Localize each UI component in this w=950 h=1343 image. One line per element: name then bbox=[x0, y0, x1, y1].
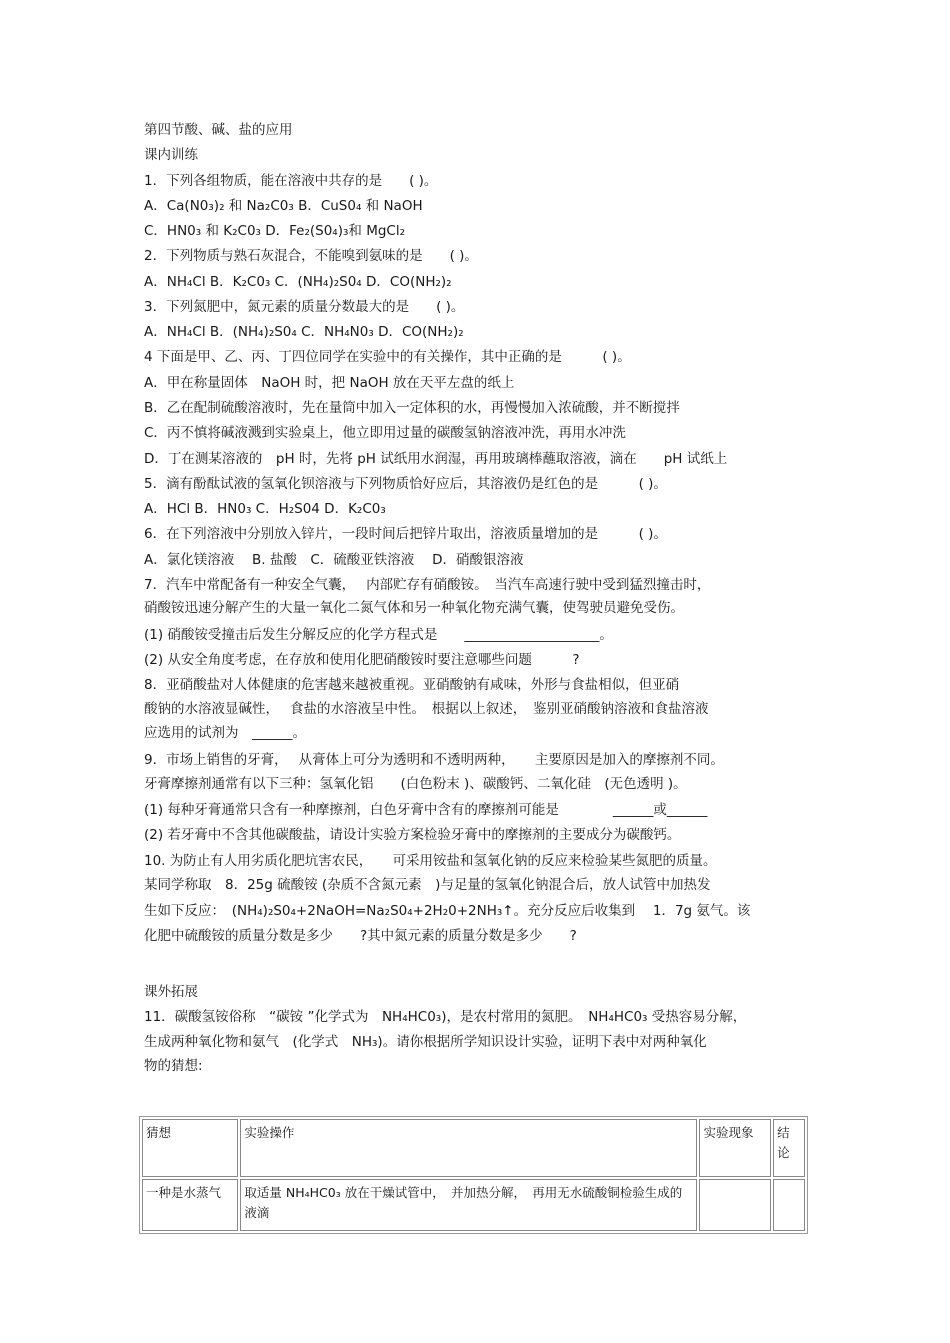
text-line: 生如下反应： (NH₄)₂S0₄+2NaOH=Na₂S0₄+2H₂0+2NH₃↑。充分反应后收集到 1．7g 氨气。该 bbox=[144, 903, 751, 919]
text-line: 生成两种氧化物和氨气 (化学式 NH₃)。请你根据所学知识设计实验，证明下表中对两种氧化 bbox=[144, 1034, 707, 1050]
text-line: (1) 每种牙膏通常只含有一种摩擦剂，白色牙膏中含有的摩擦剂可能是 ______或______ bbox=[144, 802, 708, 818]
text-line: 应选用的试剂为 ______。 bbox=[144, 725, 306, 741]
text-line: C．丙不慎将碱液溅到实验桌上，他立即用过量的碳酸氢钠溶液冲洗，再用水冲洗 bbox=[144, 425, 626, 441]
header-cell-guess: 猜想 bbox=[142, 1119, 238, 1177]
text-line: 3．下列氮肥中，氮元素的质量分数最大的是 ( )。 bbox=[144, 299, 465, 315]
text-line: 第四节酸、碱、盐的应用 bbox=[144, 122, 293, 138]
text-line: 课内训练 bbox=[144, 147, 198, 163]
text-line: B．乙在配制硫酸溶液时，先在量筒中加入一定体积的水，再慢慢加入浓硫酸，并不断搅拌 bbox=[144, 400, 680, 416]
text-line: 9．市场上销售的牙膏， 从膏体上可分为透明和不透明两种， 主要原因是加入的摩擦剂不同。 bbox=[144, 752, 724, 768]
text-line: 7．汽车中常配备有一种安全气囊， 内部贮存有硝酸铵。 当汽车高速行驶中受到猛烈撞击时， bbox=[144, 577, 711, 593]
text-line: (1) 硝酸铵受撞击后发生分解反应的化学方程式是 ____________________。 bbox=[144, 627, 613, 643]
text-line: D．丁在测某溶液的 pH 时，先将 pH 试纸用水润湿，再用玻璃棒蘸取溶液，滴在 pH 试纸上 bbox=[144, 451, 728, 467]
text-line: 4 下面是甲、乙、丙、丁四位同学在实验中的有关操作，其中正确的是 ( )。 bbox=[144, 349, 631, 365]
text-line: (2) 若牙膏中不含其他碳酸盐，请设计实验方案检验牙膏中的摩擦剂的主要成分为碳酸钙。 bbox=[144, 827, 681, 843]
table-row bbox=[142, 1179, 805, 1231]
text-line: 酸钠的水溶液显碱性， 食盐的水溶液呈中性。 根据以上叙述， 鉴别亚硝酸钠溶液和食盐溶液 bbox=[144, 701, 709, 717]
table-header-row bbox=[142, 1119, 805, 1177]
text-line: 课外拓展 bbox=[144, 984, 198, 1000]
text-line: 化肥中硫酸铵的质量分数是多少 ?其中氮元素的质量分数是多少 ? bbox=[144, 928, 577, 944]
experiment-table bbox=[139, 1116, 808, 1234]
text-line: 10. 为防止有人用劣质化肥坑害农民， 可采用铵盐和氢氧化钠的反应来检验某些氮肥的质量。 bbox=[144, 853, 717, 869]
text-line: 5．滴有酚酞试液的氢氧化钡溶液与下列物质恰好应后，其溶液仍是红色的是 ( )。 bbox=[144, 476, 667, 492]
cell-operation: 取适量 NH₄HC0₃ 放在干燥试管中， 并加热分解， 再用无水硫酸铜检验生成的液滴 bbox=[240, 1179, 697, 1231]
text-line: (2) 从安全角度考虑，在存放和使用化肥硝酸铵时要注意哪些问题 ? bbox=[144, 652, 580, 668]
text-line: 6．在下列溶液中分别放入锌片，一段时间后把锌片取出，溶液质量增加的是 ( )。 bbox=[144, 526, 667, 542]
text-line: A．NH₄Cl B．(NH₄)₂S0₄ C．NH₄N0₃ D．CO(NH₂)₂ bbox=[144, 324, 464, 340]
header-cell-operation: 实验操作 bbox=[240, 1119, 697, 1177]
header-cell-conclusion: 结论 bbox=[773, 1119, 805, 1177]
text-line: A．氯化镁溶液 B. 盐酸 C．硫酸亚铁溶液 D．硝酸银溶液 bbox=[144, 552, 524, 568]
text-line: 物的猜想: bbox=[144, 1058, 203, 1074]
text-line: 硝酸铵迅速分解产生的大量一氧化二氮气体和另一种氧化物充满气囊，使驾驶员避免受伤。 bbox=[144, 600, 684, 616]
text-line: 某同学称取 8．25g 硫酸铵 (杂质不含氮元素 )与足量的氢氧化钠混合后，放人试管中加热发 bbox=[144, 877, 711, 893]
text-line: 牙膏摩擦剂通常有以下三种：氢氧化铝 (白色粉末 )、碳酸钙、二氧化硅 (无色透明 )。 bbox=[144, 776, 687, 792]
text-line: A．Ca(N0₃)₂ 和 Na₂C0₃ B．CuS0₄ 和 NaOH bbox=[144, 198, 423, 214]
text-line: 1．下列各组物质，能在溶液中共存的是 ( )。 bbox=[144, 173, 438, 189]
header-cell-phenomenon: 实验现象 bbox=[699, 1119, 771, 1177]
text-line: A．甲在称量固体 NaOH 时，把 NaOH 放在天平左盘的纸上 bbox=[144, 375, 515, 391]
cell-conclusion bbox=[773, 1179, 805, 1231]
text-line: 11．碳酸氢铵俗称 “碳铵 ”化学式为 NH₄HC0₃)，是农村常用的氮肥。 NH₄HC0₃ 受热容易分解， bbox=[144, 1009, 747, 1025]
cell-phenomenon bbox=[699, 1179, 771, 1231]
text-line: A．NH₄Cl B．K₂C0₃ C．(NH₄)₂S0₄ D．CO(NH₂)₂ bbox=[144, 274, 452, 290]
cell-guess: 一种是水蒸气 bbox=[142, 1179, 238, 1231]
text-line: 2．下列物质与熟石灰混合，不能嗅到氨味的是 ( )。 bbox=[144, 248, 478, 264]
text-line: A．HCl B．HN0₃ C．H₂S04 D．K₂C0₃ bbox=[144, 501, 386, 517]
text-line: 8．亚硝酸盐对人体健康的危害越来越被重视。亚硝酸钠有咸味，外形与食盐相似，但亚硝 bbox=[144, 677, 680, 693]
text-line: C．HN0₃ 和 K₂C0₃ D．Fe₂(S0₄)₃和 MgCl₂ bbox=[144, 223, 405, 239]
